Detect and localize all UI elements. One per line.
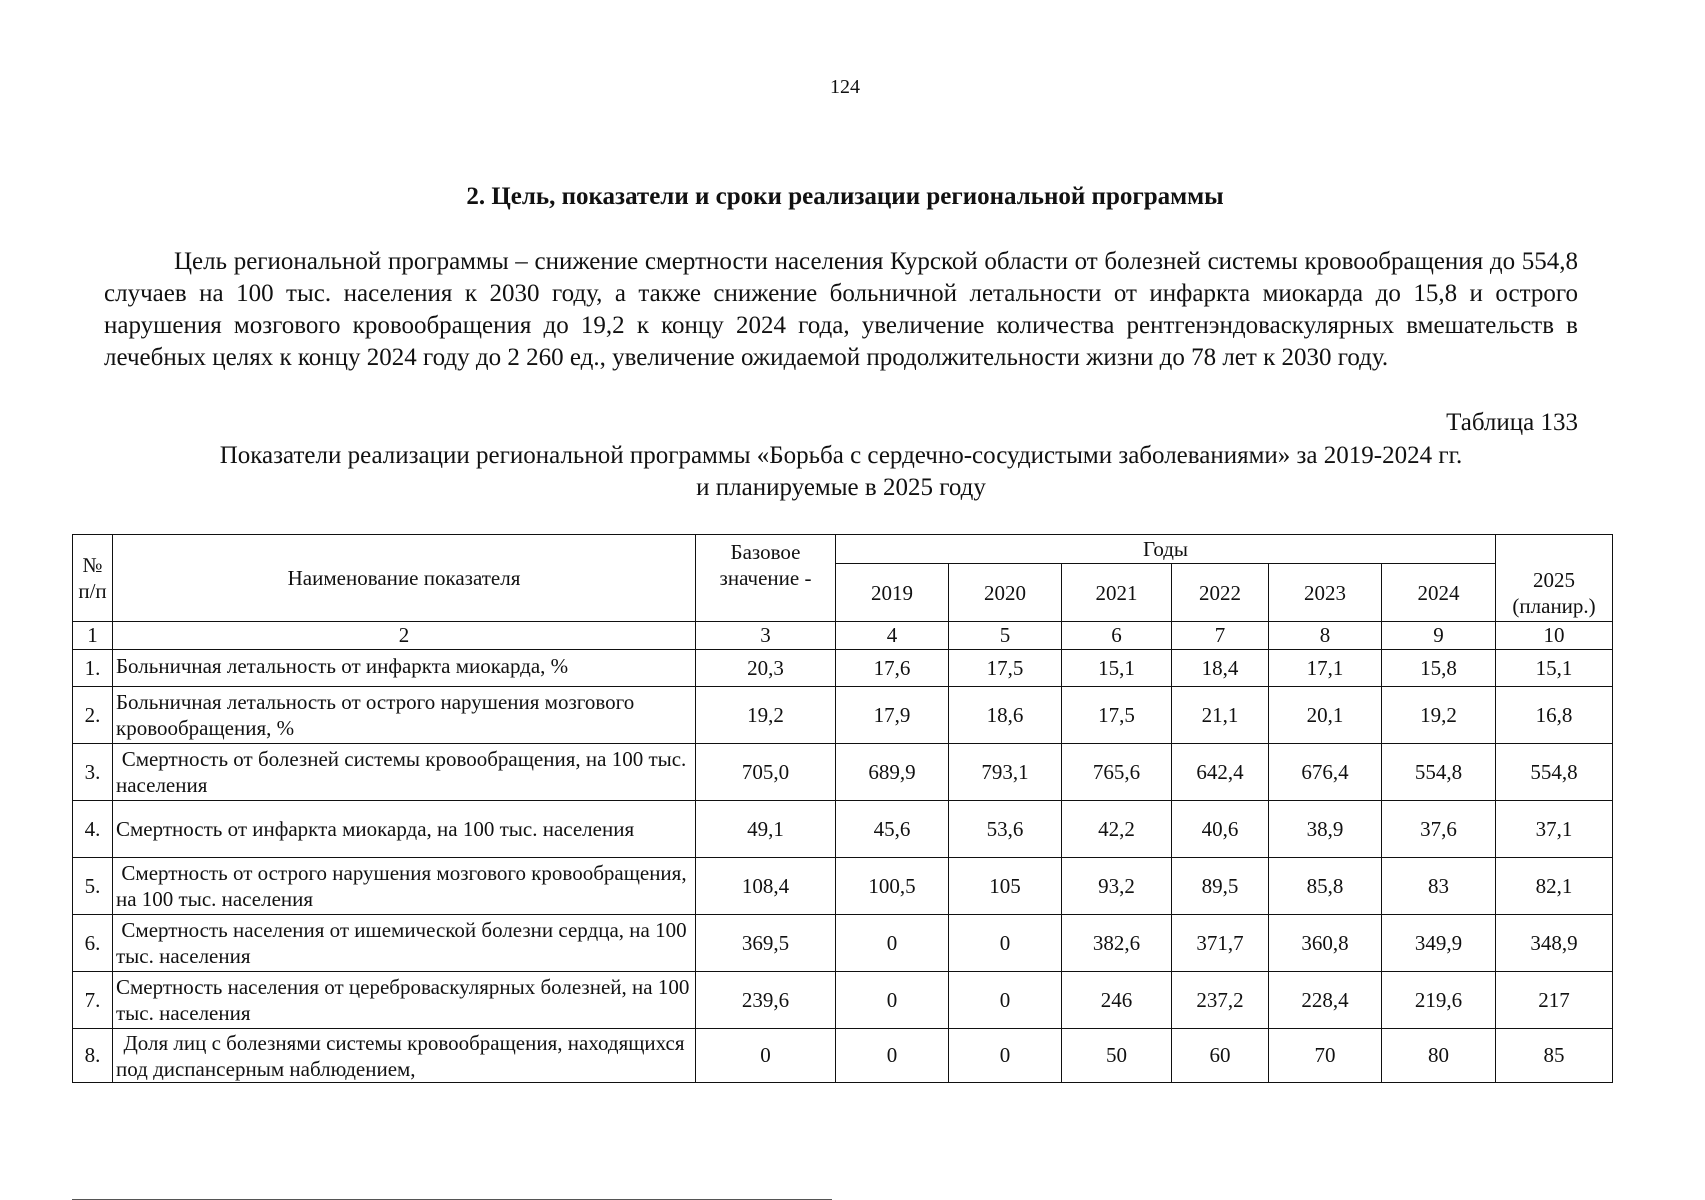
year-value: 642,4 bbox=[1172, 744, 1269, 801]
year-value: 228,4 bbox=[1269, 972, 1382, 1029]
year-value: 765,6 bbox=[1062, 744, 1172, 801]
column-number: 8 bbox=[1269, 622, 1382, 650]
section-title: 2. Цель, показатели и сроки реализации региональной программы bbox=[466, 183, 1224, 210]
header-year: 2022 bbox=[1172, 564, 1269, 622]
table-caption-line-1: Показатели реализации региональной программы «Борьба с сердечно-сосудистыми заболеваниями» за 2019-2024 гг. bbox=[219, 442, 1463, 469]
planned-value: 82,1 bbox=[1496, 858, 1613, 915]
year-value: 60 bbox=[1172, 1029, 1269, 1083]
row-number: 2. bbox=[73, 687, 113, 744]
table-row bbox=[73, 858, 1613, 915]
base-value: 49,1 bbox=[696, 801, 836, 858]
year-value: 15,1 bbox=[1062, 650, 1172, 687]
row-number: 6. bbox=[73, 915, 113, 972]
year-value: 105 bbox=[949, 858, 1062, 915]
column-number: 3 bbox=[696, 622, 836, 650]
table-row bbox=[73, 650, 1613, 687]
planned-value: 217 bbox=[1496, 972, 1613, 1029]
year-value: 19,2 bbox=[1382, 687, 1496, 744]
column-numbers-row bbox=[73, 622, 1613, 650]
indicator-name: Больничная летальность от инфаркта миокарда, % bbox=[113, 650, 696, 687]
year-value: 219,6 bbox=[1382, 972, 1496, 1029]
indicator-name: Смертность от острого нарушения мозгового кровообращения, на 100 тыс. населения bbox=[113, 858, 696, 915]
year-value: 554,8 bbox=[1382, 744, 1496, 801]
indicator-name: Смертность населения от ишемической болезни сердца, на 100 тыс. населения bbox=[113, 915, 696, 972]
indicator-name: Доля лиц с болезнями системы кровообращения, находящихся под диспансерным наблюдением, bbox=[113, 1029, 696, 1083]
indicator-name: Смертность от инфаркта миокарда, на 100 тыс. населения bbox=[113, 801, 696, 858]
year-value: 18,6 bbox=[949, 687, 1062, 744]
year-value: 0 bbox=[836, 972, 949, 1029]
year-value: 18,4 bbox=[1172, 650, 1269, 687]
year-value: 0 bbox=[949, 972, 1062, 1029]
planned-value: 348,9 bbox=[1496, 915, 1613, 972]
header-years-group: Годы bbox=[836, 535, 1496, 564]
year-value: 38,9 bbox=[1269, 801, 1382, 858]
year-value: 53,6 bbox=[949, 801, 1062, 858]
year-value: 17,5 bbox=[949, 650, 1062, 687]
row-number: 7. bbox=[73, 972, 113, 1029]
column-number: 5 bbox=[949, 622, 1062, 650]
base-value: 20,3 bbox=[696, 650, 836, 687]
base-value: 0 bbox=[696, 1029, 836, 1083]
row-number: 3. bbox=[73, 744, 113, 801]
header-year: 2019 bbox=[836, 564, 949, 622]
table-row bbox=[73, 744, 1613, 801]
header-year: 2020 bbox=[949, 564, 1062, 622]
year-value: 793,1 bbox=[949, 744, 1062, 801]
column-number: 4 bbox=[836, 622, 949, 650]
year-value: 21,1 bbox=[1172, 687, 1269, 744]
column-number: 1 bbox=[73, 622, 113, 650]
year-value: 100,5 bbox=[836, 858, 949, 915]
base-value: 369,5 bbox=[696, 915, 836, 972]
column-number: 10 bbox=[1496, 622, 1613, 650]
table-row bbox=[73, 1029, 1613, 1083]
header-year: 2024 bbox=[1382, 564, 1496, 622]
year-value: 37,6 bbox=[1382, 801, 1496, 858]
table-row bbox=[73, 801, 1613, 858]
year-value: 83 bbox=[1382, 858, 1496, 915]
year-value: 237,2 bbox=[1172, 972, 1269, 1029]
intro-paragraph: Цель региональной программы – снижение смертности населения Курской области от болезней системы кровообращения до 554,8 случаев на 100 тыс. населения к 2030 году, а также снижение больничной летальности от инфаркта миокарда до 15,8 и острого нарушения мозгового кровообращения до 19,2 к концу 2024 года, увеличение количества рентгенэндоваскулярных вмешательств в лечебных целях к концу 2024 году до 2 260 ед., увеличение ожидаемой продолжительности жизни до 78 лет к 2030 году. bbox=[104, 248, 1578, 371]
year-value: 93,2 bbox=[1062, 858, 1172, 915]
header-year: 2023 bbox=[1269, 564, 1382, 622]
year-value: 45,6 bbox=[836, 801, 949, 858]
year-value: 17,9 bbox=[836, 687, 949, 744]
year-value: 0 bbox=[949, 1029, 1062, 1083]
planned-value: 37,1 bbox=[1496, 801, 1613, 858]
year-value: 360,8 bbox=[1269, 915, 1382, 972]
year-value: 40,6 bbox=[1172, 801, 1269, 858]
year-value: 50 bbox=[1062, 1029, 1172, 1083]
header-planned: 2025 (планир.) bbox=[1496, 535, 1613, 622]
year-value: 42,2 bbox=[1062, 801, 1172, 858]
table-header bbox=[73, 535, 1613, 650]
planned-value: 554,8 bbox=[1496, 744, 1613, 801]
indicator-name: Смертность населения от цереброваскулярных болезней, на 100 тыс. населения bbox=[113, 972, 696, 1029]
year-value: 89,5 bbox=[1172, 858, 1269, 915]
planned-value: 16,8 bbox=[1496, 687, 1613, 744]
table-row bbox=[73, 687, 1613, 744]
year-value: 17,6 bbox=[836, 650, 949, 687]
year-value: 80 bbox=[1382, 1029, 1496, 1083]
table-caption-line-2: и планируемые в 2025 году bbox=[696, 474, 986, 501]
year-value: 70 bbox=[1269, 1029, 1382, 1083]
year-value: 349,9 bbox=[1382, 915, 1496, 972]
year-value: 382,6 bbox=[1062, 915, 1172, 972]
base-value: 239,6 bbox=[696, 972, 836, 1029]
row-number: 1. bbox=[73, 650, 113, 687]
column-number: 9 bbox=[1382, 622, 1496, 650]
header-name: Наименование показателя bbox=[113, 535, 696, 622]
table-caption bbox=[104, 440, 1578, 504]
year-value: 17,5 bbox=[1062, 687, 1172, 744]
header-num: № п/п bbox=[73, 535, 113, 622]
year-value: 15,8 bbox=[1382, 650, 1496, 687]
base-value: 108,4 bbox=[696, 858, 836, 915]
column-number: 6 bbox=[1062, 622, 1172, 650]
table-body bbox=[73, 650, 1613, 1083]
row-number: 4. bbox=[73, 801, 113, 858]
header-year: 2021 bbox=[1062, 564, 1172, 622]
base-value: 19,2 bbox=[696, 687, 836, 744]
base-value: 705,0 bbox=[696, 744, 836, 801]
year-value: 689,9 bbox=[836, 744, 949, 801]
year-value: 0 bbox=[836, 1029, 949, 1083]
column-number: 2 bbox=[113, 622, 696, 650]
year-value: 371,7 bbox=[1172, 915, 1269, 972]
year-value: 85,8 bbox=[1269, 858, 1382, 915]
indicator-name: Больничная летальность от острого нарушения мозгового кровообращения, % bbox=[113, 687, 696, 744]
planned-value: 85 bbox=[1496, 1029, 1613, 1083]
table-number: Таблица 133 bbox=[1446, 409, 1578, 436]
column-number: 7 bbox=[1172, 622, 1269, 650]
year-value: 0 bbox=[836, 915, 949, 972]
indicators-table bbox=[72, 534, 1613, 1083]
table-row bbox=[73, 972, 1613, 1029]
year-value: 676,4 bbox=[1269, 744, 1382, 801]
page-number: 124 bbox=[830, 76, 860, 98]
year-value: 20,1 bbox=[1269, 687, 1382, 744]
row-number: 8. bbox=[73, 1029, 113, 1083]
row-number: 5. bbox=[73, 858, 113, 915]
header-base: Базовое значение - bbox=[696, 535, 836, 622]
year-value: 0 bbox=[949, 915, 1062, 972]
planned-value: 15,1 bbox=[1496, 650, 1613, 687]
year-value: 246 bbox=[1062, 972, 1172, 1029]
indicator-name: Смертность от болезней системы кровообращения, на 100 тыс. населения bbox=[113, 744, 696, 801]
year-value: 17,1 bbox=[1269, 650, 1382, 687]
table-row bbox=[73, 915, 1613, 972]
